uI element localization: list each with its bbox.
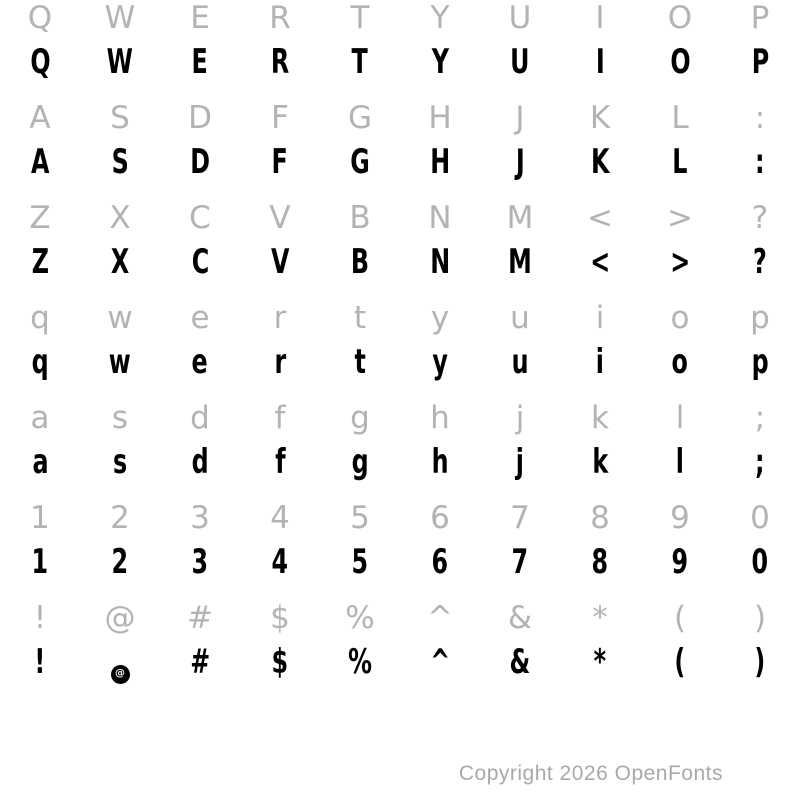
glyph-4: 4 (270, 500, 290, 536)
glyph-): ) (753, 600, 767, 636)
specimen-row-lower-home-bold (0, 444, 800, 480)
glyph-J: J (515, 142, 525, 182)
glyph-D: D (190, 142, 210, 182)
glyph-L: L (672, 142, 688, 182)
glyph-@ (80, 644, 160, 681)
glyph-o: o (671, 342, 689, 382)
glyph-E: E (191, 42, 209, 82)
glyph-j: j (515, 400, 525, 436)
glyph-*: * (592, 600, 608, 636)
glyph-A: A (29, 100, 51, 136)
glyph-y: y (430, 300, 450, 336)
glyph-i: i (595, 300, 605, 336)
at-disc-glyph: @ (111, 665, 130, 684)
glyph-I: I (595, 0, 605, 36)
glyph-P: P (750, 0, 770, 36)
glyph-T: T (350, 0, 370, 36)
glyph-Q: Q (27, 0, 53, 36)
glyph-l: l (675, 400, 685, 436)
glyph-a: a (30, 400, 50, 436)
glyph-9: 9 (671, 542, 689, 582)
glyph-Q: Q (29, 42, 51, 82)
glyph-K: K (589, 100, 611, 136)
specimen-row-lower-qwerty-bold (0, 344, 800, 380)
glyph-): ) (754, 642, 766, 682)
glyph-:: : (755, 142, 765, 182)
glyph-<: < (587, 200, 613, 236)
glyph-2: 2 (110, 500, 130, 536)
glyph-4: 4 (271, 542, 289, 582)
glyph-%: % (348, 642, 372, 682)
glyph-#: # (187, 600, 213, 636)
glyph-o: o (670, 300, 690, 336)
glyph-r: r (274, 342, 286, 382)
glyph-M: M (508, 242, 532, 282)
glyph-G: G (347, 100, 373, 136)
glyph-f: f (274, 442, 286, 482)
specimen-row-upper-home-bold (0, 144, 800, 180)
glyph-O: O (669, 42, 691, 82)
glyph-H: H (430, 142, 450, 182)
glyph-7: 7 (510, 500, 530, 536)
glyph-V: V (270, 242, 290, 282)
glyph-C: C (189, 200, 211, 236)
specimen-row-symbols-gray (0, 600, 800, 636)
glyph-7: 7 (511, 542, 529, 582)
glyph-F: F (271, 142, 289, 182)
specimen-row-upper-bottom-gray (0, 200, 800, 236)
specimen-row-digits-bold (0, 544, 800, 580)
glyph-y: y (432, 342, 448, 382)
glyph-q: q (30, 300, 50, 336)
glyph-I: I (595, 42, 605, 82)
glyph-u: u (510, 300, 530, 336)
glyph-8: 8 (590, 500, 610, 536)
glyph-*: * (593, 642, 607, 682)
glyph-$: $ (271, 642, 289, 682)
glyph-&: & (507, 600, 533, 636)
glyph-^: ^ (427, 600, 453, 636)
glyph-f: f (274, 400, 286, 436)
glyph-&: & (509, 642, 531, 682)
glyph-;: ; (755, 442, 765, 482)
glyph-e: e (191, 342, 209, 382)
glyph-w: w (108, 342, 131, 382)
glyph-E: E (190, 0, 210, 36)
glyph-s: s (111, 400, 129, 436)
glyph-3: 3 (191, 542, 209, 582)
glyph-d: d (190, 400, 210, 436)
glyph-T: T (351, 42, 369, 82)
glyph-K: K (590, 142, 610, 182)
glyph-Y: Y (431, 42, 449, 82)
glyph-G: G (350, 142, 370, 182)
glyph-%: % (345, 600, 375, 636)
glyph-1: 1 (31, 542, 49, 582)
glyph-g: g (350, 400, 370, 436)
glyph-q: q (31, 342, 49, 382)
glyph-S: S (111, 142, 129, 182)
glyph-W: W (104, 0, 136, 36)
glyph-l: l (675, 442, 685, 482)
glyph-X: X (109, 200, 131, 236)
glyph-Y: Y (430, 0, 450, 36)
glyph-?: ? (751, 200, 769, 236)
glyph-S: S (110, 100, 130, 136)
glyph-3: 3 (190, 500, 210, 536)
glyph-B: B (350, 242, 370, 282)
glyph-R: R (270, 42, 290, 82)
glyph-$: $ (270, 600, 290, 636)
glyph->: > (667, 200, 693, 236)
glyph-:: : (754, 100, 766, 136)
glyph-<: < (590, 242, 610, 282)
glyph-P: P (751, 42, 769, 82)
glyph-#: # (190, 642, 210, 682)
glyph-(: ( (674, 642, 686, 682)
glyph-(: ( (673, 600, 687, 636)
specimen-row-lower-home-gray (0, 400, 800, 436)
glyph-h: h (430, 400, 450, 436)
glyph-t: t (354, 342, 366, 382)
glyph-N: N (428, 200, 452, 236)
glyph-9: 9 (670, 500, 690, 536)
glyph-!: ! (33, 600, 47, 636)
glyph-V: V (269, 200, 291, 236)
glyph-Z: Z (29, 200, 51, 236)
glyph-X: X (110, 242, 130, 282)
glyph-6: 6 (431, 542, 449, 582)
glyph-u: u (511, 342, 529, 382)
glyph-j: j (515, 442, 525, 482)
glyph-C: C (191, 242, 209, 282)
glyph->: > (670, 242, 690, 282)
glyph-L: L (671, 100, 689, 136)
specimen-row-upper-qwerty-gray (0, 0, 800, 36)
glyph-W: W (106, 42, 134, 82)
glyph-J: J (515, 100, 525, 136)
glyph-r: r (273, 300, 287, 336)
glyph-s: s (112, 442, 128, 482)
glyph-e: e (190, 300, 210, 336)
glyph-A: A (30, 142, 50, 182)
specimen-row-upper-bottom-bold (0, 244, 800, 280)
glyph-5: 5 (350, 500, 370, 536)
glyph-2: 2 (111, 542, 129, 582)
glyph-^: ^ (430, 642, 450, 682)
glyph-H: H (428, 100, 452, 136)
glyph-M: M (506, 200, 534, 236)
glyph-d: d (191, 442, 209, 482)
glyph-g: g (351, 442, 369, 482)
specimen-row-upper-home-gray (0, 100, 800, 136)
specimen-row-symbols-bold (0, 644, 800, 681)
glyph-B: B (349, 200, 371, 236)
glyph-k: k (592, 442, 608, 482)
glyph-O: O (667, 0, 693, 36)
glyph-R: R (269, 0, 291, 36)
glyph-@: @ (104, 600, 136, 636)
glyph-F: F (271, 100, 289, 136)
specimen-row-lower-qwerty-gray (0, 300, 800, 336)
glyph-D: D (188, 100, 212, 136)
glyph-a: a (31, 442, 49, 482)
glyph-U: U (510, 42, 530, 82)
glyph-Z: Z (31, 242, 49, 282)
glyph-k: k (591, 400, 609, 436)
glyph-6: 6 (430, 500, 450, 536)
glyph-t: t (353, 300, 367, 336)
copyright-text: Copyright 2026 OpenFonts (458, 762, 723, 785)
glyph-w: w (107, 300, 133, 336)
glyph-i: i (595, 342, 605, 382)
specimen-row-upper-qwerty-bold (0, 44, 800, 80)
glyph-p: p (751, 342, 769, 382)
glyph-h: h (431, 442, 449, 482)
glyph-0: 0 (750, 500, 770, 536)
glyph-5: 5 (351, 542, 369, 582)
glyph-0: 0 (751, 542, 769, 582)
glyph-!: ! (34, 642, 46, 682)
glyph-;: ; (754, 400, 766, 436)
glyph-1: 1 (30, 500, 50, 536)
glyph-p: p (750, 300, 770, 336)
glyph-N: N (430, 242, 450, 282)
specimen-row-digits-gray (0, 500, 800, 536)
glyph-8: 8 (591, 542, 609, 582)
glyph-?: ? (753, 242, 767, 282)
glyph-U: U (508, 0, 532, 36)
